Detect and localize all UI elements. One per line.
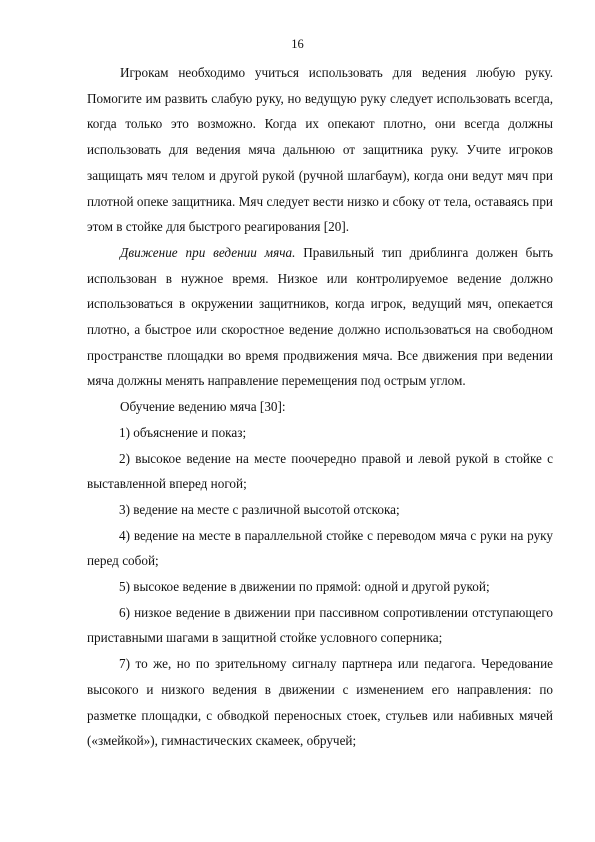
paragraph-ball-handling-hand: Игрокам необходимо учиться использовать для ведения любую руку. Помогите им развить слабую руку, но ведущую руку следует использовать всегда, когда только это возможно. Когда их опекают плотно, они всегда должны использовать для ведения мяча дальнюю от защитника руку. Учите игроков защищать мяч телом и другой рукой (ручной шлагбаум), когда они ведут мяч при плотной опеке защитника. Мяч следует вести низко и сбоку от тела, оставаясь при этом в стойке для быстрого реагирования [20].: [87, 65, 553, 235]
paragraph-movement-text: Правильный тип дриблинга должен быть использован в нужное время. Низкое или контролируемое ведение должно использоваться в окружении защитников, когда игрок, ведущий мяч, опекается плотно, а быстрое или скоростное ведение должно использоваться на свободном пространстве площадки во время продвижения мяча. Все движения при ведении мяча должны менять направление перемещения под острым углом.: [87, 244, 553, 389]
paragraph-movement-dribbling: [87, 240, 553, 394]
paragraph-training-intro: Обучение ведению мяча [30]:: [120, 399, 286, 415]
list-item-4: 4) ведение на месте в параллельной стойке с переводом мяча с руки на руку перед собой;: [87, 527, 553, 569]
list-item-6: 6) низкое ведение в движении при пассивном сопротивлении отступающего приставными шагами в защитной стойке условного соперника;: [87, 604, 553, 646]
list-item-1: 1) объяснение и показ;: [119, 424, 247, 440]
list-item-5: 5) высокое ведение в движении по прямой: одной и другой рукой;: [119, 579, 490, 595]
page-number: 16: [291, 37, 304, 51]
list-item-2: 2) высокое ведение на месте поочередно правой и левой рукой в стойке с выставленной вперед ногой;: [87, 450, 553, 492]
paragraph-heading: Движение при ведении мяча.: [120, 244, 296, 260]
body-text: [87, 60, 553, 754]
list-item-3: 3) ведение на месте с различной высотой отскока;: [119, 501, 400, 517]
list-item-7: 7) то же, но по зрительному сигналу партнера или педагога. Чередование высокого и низкого ведения в движении с изменением его направления: по разметке площадки, с обводкой переносных стоек, стульев или набивных мячей («змейкой»), гимнастических скамеек, обручей;: [87, 656, 553, 749]
